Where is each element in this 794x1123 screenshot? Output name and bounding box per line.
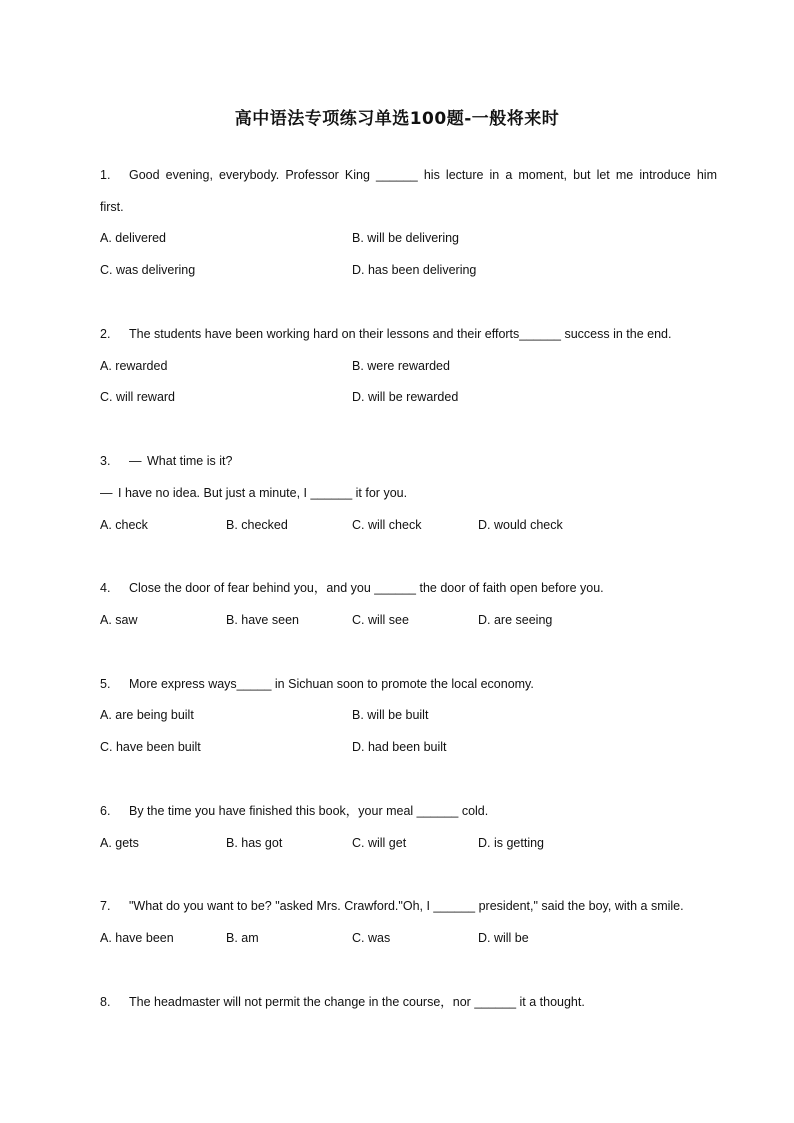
question-number: 6. [100,804,111,818]
option-d[interactable]: D. will be [478,931,529,945]
question-3-reply [100,485,407,501]
option-b[interactable]: B. has got [226,836,283,850]
dialogue-dash: — [129,454,142,468]
question-number: 7. [100,899,111,913]
option-c[interactable]: C. was [352,931,391,945]
option-a[interactable]: A. check [100,518,148,532]
question-text: Close the door of fear behind you，and you ______ the door of faith open before you. [129,581,604,595]
dialogue-dash: — [100,486,113,500]
question-number: 5. [100,677,111,691]
question-1-continuation: first. [100,200,124,214]
question-number: 2. [100,327,111,341]
option-d[interactable]: D. will be rewarded [352,390,459,404]
question-text: What time is it? [147,454,233,468]
question-2 [100,326,671,342]
question-text: Good evening, everybody. Professor King ______ his lecture in a moment, but let me introduce him [129,168,717,182]
option-d[interactable]: D. is getting [478,836,545,850]
option-c[interactable]: C. will check [352,518,422,532]
question-number: 8. [100,995,111,1009]
question-text: More express ways_____ in Sichuan soon to promote the local economy. [129,677,534,691]
question-7 [100,898,684,914]
option-c[interactable]: C. will reward [100,390,176,404]
question-number: 1. [100,168,111,182]
option-a[interactable]: A. delivered [100,231,167,245]
option-d[interactable]: D. are seeing [478,613,553,627]
question-text: The students have been working hard on their lessons and their efforts______ success in the end. [129,327,672,341]
question-number: 3. [100,454,111,468]
page-title: 高中语法专项练习单选100题-一般将来时 [234,109,560,129]
option-b[interactable]: B. will be built [352,708,429,722]
option-b[interactable]: B. were rewarded [352,359,450,373]
option-d[interactable]: D. had been built [352,740,447,754]
question-number: 4. [100,581,111,595]
question-1 [100,167,717,183]
question-6 [100,803,488,819]
option-a[interactable]: A. rewarded [100,359,168,373]
question-3 [100,453,232,469]
option-c[interactable]: C. will get [352,836,407,850]
option-d[interactable]: D. has been delivering [352,263,477,277]
option-a[interactable]: A. are being built [100,708,194,722]
question-5 [100,676,534,692]
option-c[interactable]: C. was delivering [100,263,196,277]
question-text: "What do you want to be? "asked Mrs. Crawford."Oh, I ______ president," said the boy, with a smile. [129,899,684,913]
option-c[interactable]: C. will see [352,613,409,627]
reply-text: I have no idea. But just a minute, I ______ it for you. [118,486,408,500]
option-b[interactable]: B. am [226,931,259,945]
option-a[interactable]: A. gets [100,836,139,850]
option-a[interactable]: A. have been [100,931,174,945]
option-b[interactable]: B. have seen [226,613,299,627]
option-c[interactable]: C. have been built [100,740,201,754]
option-d[interactable]: D. would check [478,518,563,532]
option-b[interactable]: B. checked [226,518,288,532]
question-text: By the time you have finished this book，your meal ______ cold. [129,804,489,818]
option-a[interactable]: A. saw [100,613,138,627]
option-b[interactable]: B. will be delivering [352,231,459,245]
question-4 [100,580,604,596]
question-8 [100,994,585,1010]
question-text: The headmaster will not permit the change in the course，nor ______ it a thought. [129,995,585,1009]
